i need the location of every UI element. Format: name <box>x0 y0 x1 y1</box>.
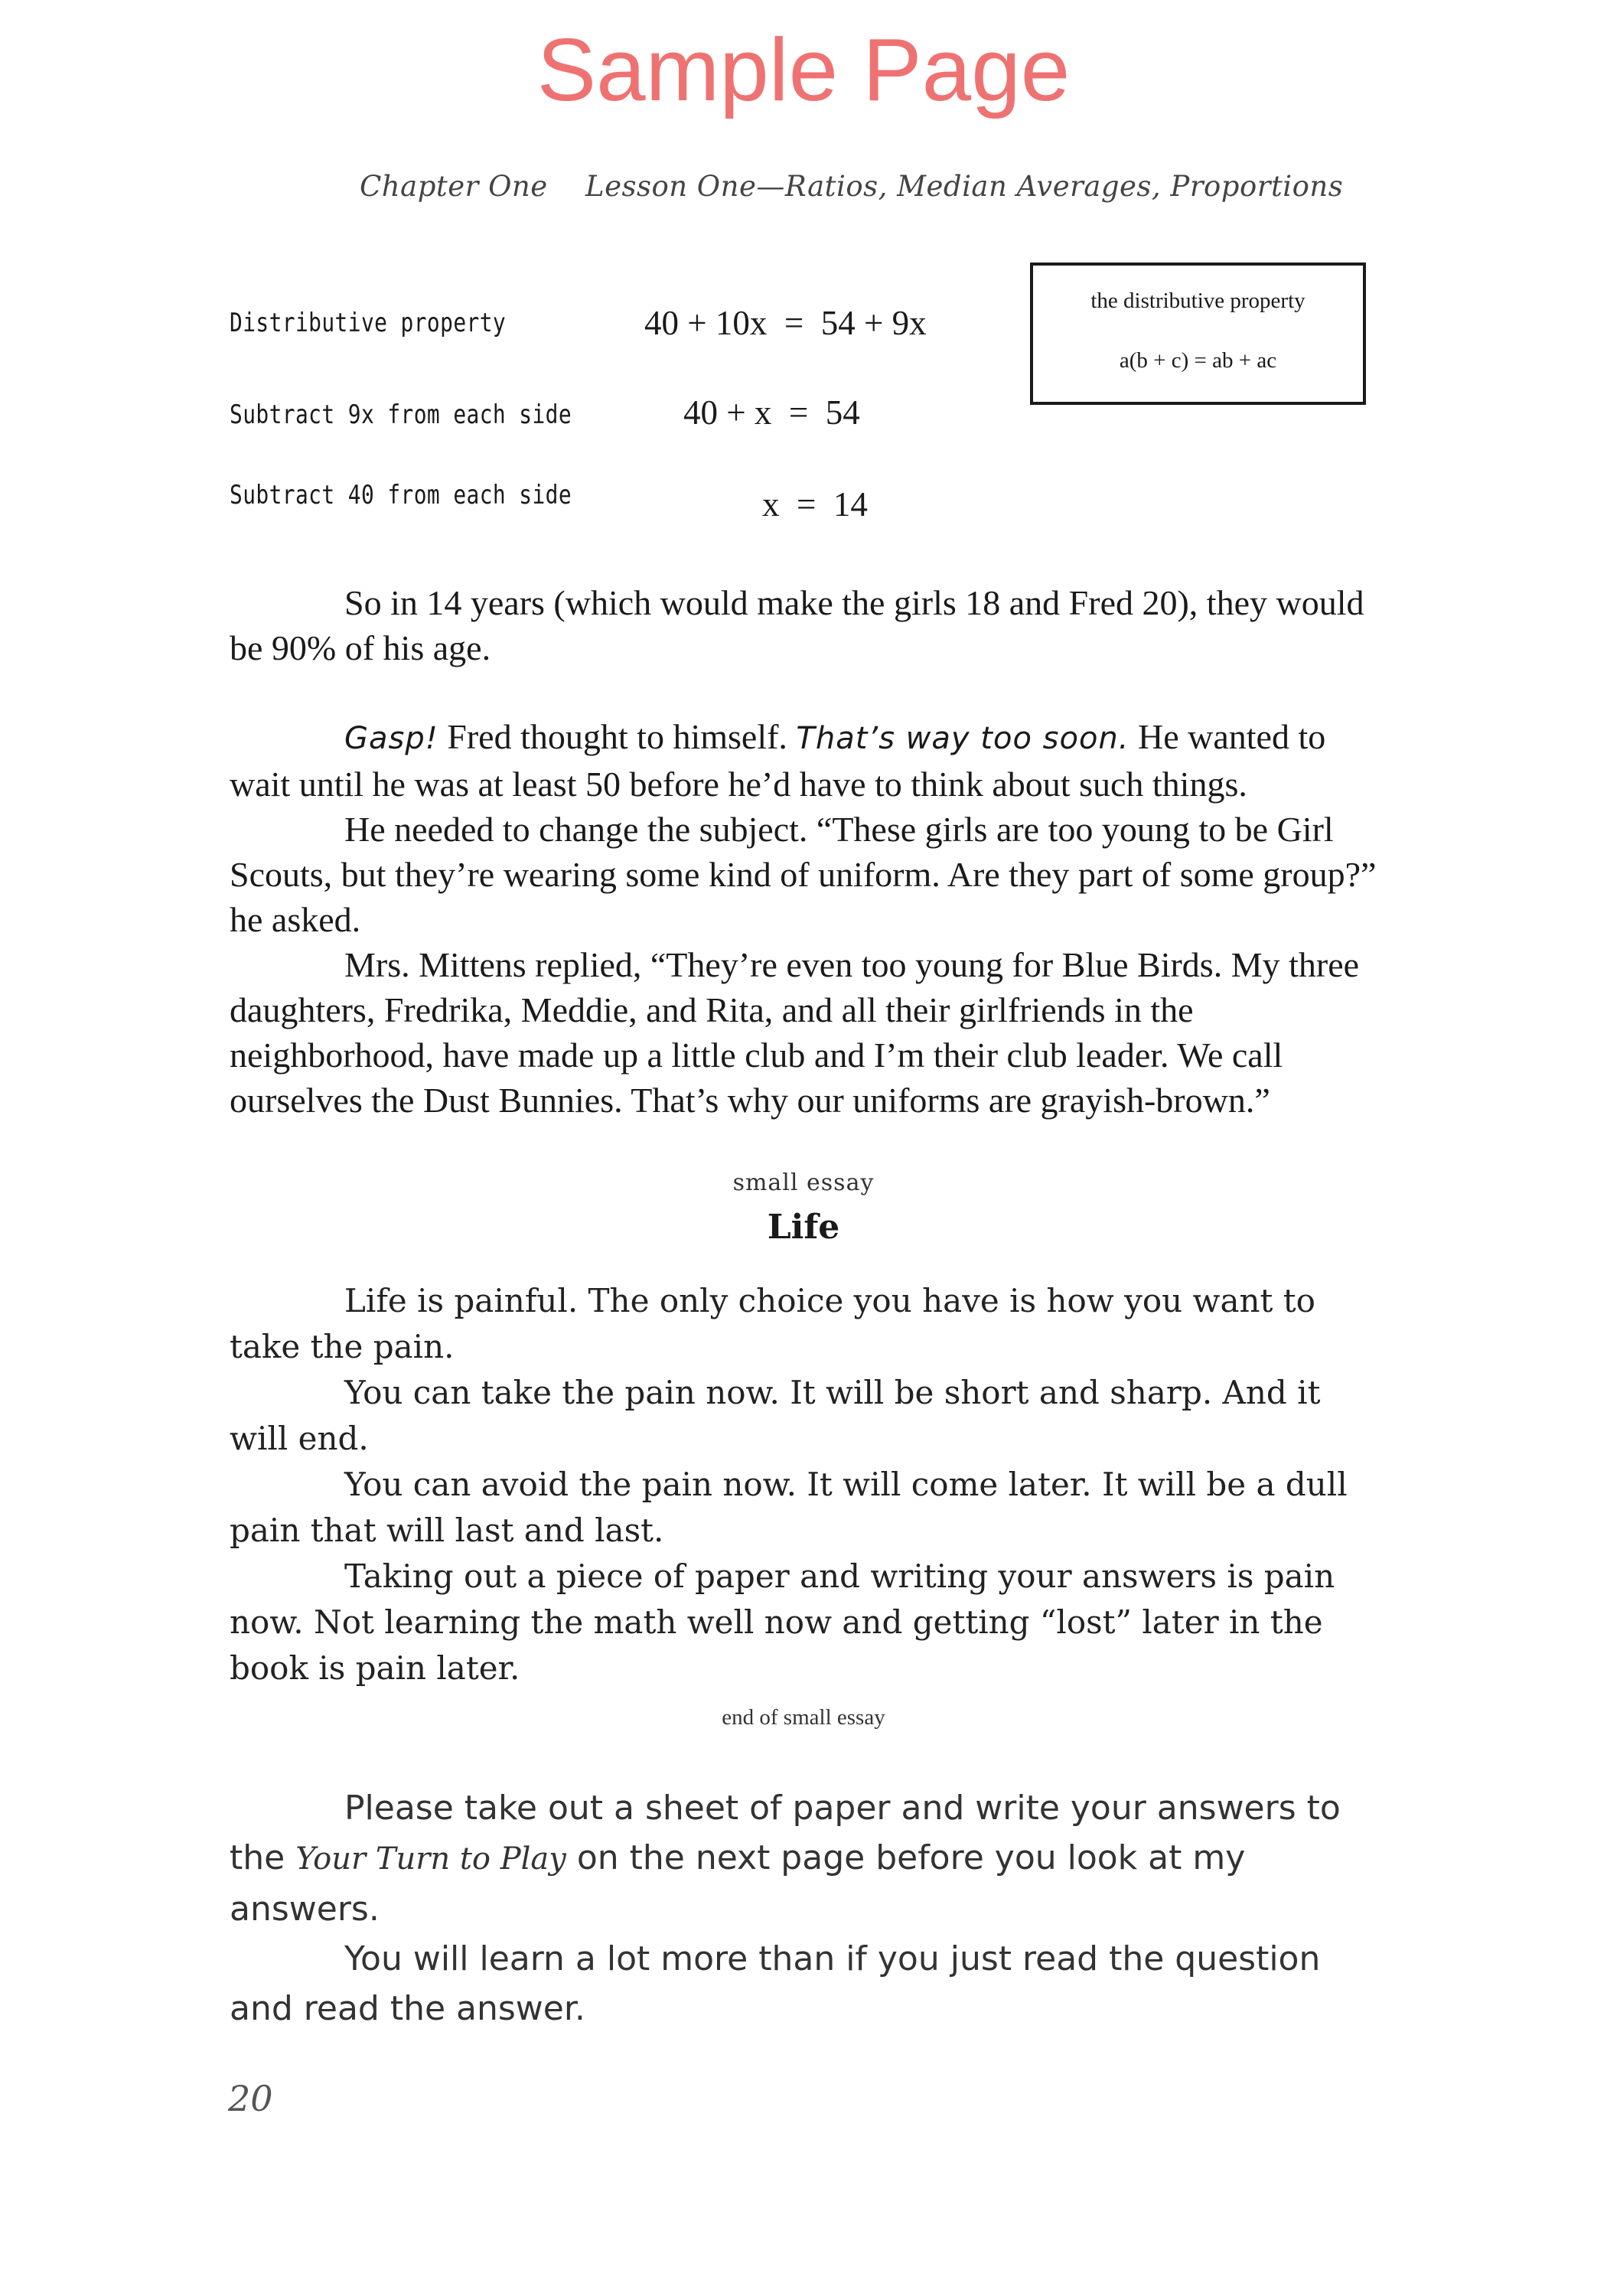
closing-p1-end: on the next page before you look at my answers. <box>230 1838 1246 1929</box>
step-equation-1: 40 + 10x = 54 + 9x <box>644 304 927 342</box>
essay-end-caption: end of small essay <box>722 1705 885 1730</box>
essay-body <box>230 1278 1377 1691</box>
step-label-distributive: Distributive property <box>230 308 507 338</box>
essay-caption: small essay <box>732 1169 875 1196</box>
essay-title: Life <box>767 1208 840 1247</box>
essay-paragraph: Taking out a piece of paper and writing your answers is pain now. Not learning the math well now and getting “lost” later in the book is pain later. <box>230 1557 1335 1687</box>
prose-block-1 <box>230 580 1377 670</box>
step-label-subtract-40: Subtract 40 from each side <box>230 480 572 510</box>
paragraph-mrs-mittens: Mrs. Mittens replied, “They’re even too young for Blue Birds. My three daughters, Fredrika, Meddie, and Rita, and all their girlfriends in the neighborhood, have made up a little club and I’m their club leader. We call ourselves the Dust Bunnies. That’s why our uniforms are grayish-brown.” <box>230 945 1360 1120</box>
prose-block-2 <box>230 714 1377 1123</box>
lesson-heading: Lesson One—Ratios, Median Averages, Proportions <box>585 170 1344 203</box>
fred-thought-handwritten: That’s way too soon. <box>796 721 1129 756</box>
step-equation-2: 40 + x = 54 <box>683 393 860 432</box>
closing-instructions <box>230 1783 1377 2033</box>
sample-page-watermark: Sample Page <box>536 20 1071 119</box>
paragraph-change-subject: He needed to change the subject. “These girls are too young to be Girl Scouts, but they’re wearing some kind of uniform. Are they part of some group?” he asked. <box>230 810 1377 939</box>
essay-paragraph: You can avoid the pain now. It will come later. It will be a dull pain that will last and last. <box>230 1466 1348 1549</box>
paragraph-gasp-end: He wanted to wait until he was at least 50 before he’d have to think about such things. <box>230 717 1326 804</box>
closing-paragraph-1 <box>230 1783 1377 1934</box>
property-box-formula: a(b + c) = ab + ac <box>1119 348 1277 373</box>
step-equation-3: x = 14 <box>762 485 868 523</box>
distributive-property-box <box>1030 263 1366 405</box>
paragraph-years: So in 14 years (which would make the girls 18 and Fred 20), they would be 90% of his age. <box>230 583 1364 667</box>
paragraph-gasp-mid: Fred thought to himself. <box>438 717 797 756</box>
closing-paragraph-2: You will learn a lot more than if you just read the question and read the answer. <box>230 1939 1321 2028</box>
essay-paragraph: Life is painful. The only choice you have is how you want to take the pain. <box>230 1282 1315 1365</box>
step-label-subtract-9x: Subtract 9x from each side <box>230 400 572 430</box>
essay-paragraph: You can take the pain now. It will be short and sharp. And it will end. <box>230 1374 1321 1457</box>
your-turn-to-play-title: Your Turn to Play <box>295 1841 566 1877</box>
page-number: 20 <box>228 2078 273 2119</box>
closing-p1-start: Please take out a sheet of paper and write your answers to the <box>230 1789 1341 1877</box>
gasp-handwritten: Gasp! <box>344 721 438 756</box>
paragraph-gasp <box>230 714 1377 807</box>
chapter-heading: Chapter One <box>360 170 548 203</box>
property-box-title: the distributive property <box>1090 289 1305 313</box>
